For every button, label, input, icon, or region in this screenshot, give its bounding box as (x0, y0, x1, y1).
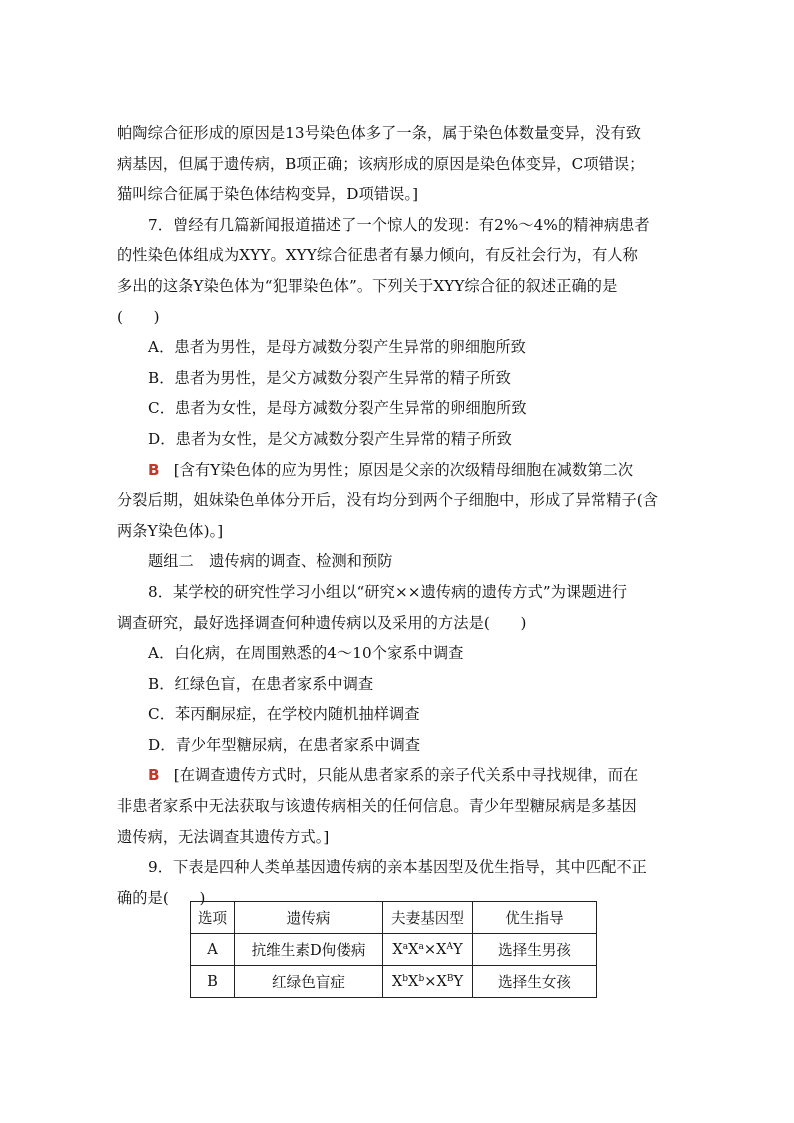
row-a-genotype: $X^aX^a\times X^AY$ (383, 934, 473, 966)
q7-explanation-line-1 (117, 455, 677, 486)
header-disease: 遗传病 (235, 902, 383, 934)
q9-stem-line-1: 9．下表是四种人类单基因遗传病的亲本基因型及优生指导，其中匹配不正 (148, 858, 647, 877)
q7-option-d: D．患者为女性，是父方减数分裂产生异常的精子所致 (148, 429, 512, 448)
q7-stem-line-1: 7．曾经有几篇新闻报道描述了一个惊人的发现：有2%～4%的精神病患者 (148, 215, 650, 234)
q7-explanation-text-1: [含有Y染色体的应为男性；原因是父亲的次级精母细胞在减数第二次 (173, 460, 634, 479)
row-b-option: B (191, 966, 235, 998)
header-option: 选项 (191, 902, 235, 934)
row-a-option: A (191, 934, 235, 966)
header-genotype: 夫妻基因型 (383, 902, 473, 934)
q8-answer: B (148, 766, 160, 785)
table-header-row (191, 902, 597, 934)
intro-line-2: 病基因，但属于遗传病，B项正确；该病形成的原因是染色体变异，C项错误； (117, 154, 645, 173)
row-b-disease: 红绿色盲症 (235, 966, 383, 998)
document-body (117, 118, 677, 913)
q7-stem-line-3: 多出的这条Y染色体为“犯罪染色体”。下列关于XYY综合征的叙述正确的是 (117, 276, 618, 295)
row-a-disease: 抗维生素D佝偻病 (235, 934, 383, 966)
q7-option-b: B．患者为男性，是父方减数分裂产生异常的精子所致 (148, 368, 511, 387)
q8-option-a: A．白化病，在周围熟悉的4～10个家系中调查 (148, 644, 464, 663)
q8-explanation-line-1 (117, 760, 677, 791)
table-row (191, 966, 597, 998)
q7-option-c: C．患者为女性，是母方减数分裂产生异常的卵细胞所致 (148, 399, 527, 418)
q7-stem-line-2: 的性染色体组成为XYY。XYY综合征患者有暴力倾向，有反社会行为，有人称 (117, 246, 638, 265)
q8-explanation-line-3: 遗传病，无法调查其遗传方式。] (117, 827, 330, 846)
q8-explanation-line-2: 非患者家系中无法获取与该遗传病相关的任何信息。青少年型糖尿病是多基因 (117, 797, 637, 816)
q7-explanation-line-3: 两条Y染色体)。] (117, 521, 224, 540)
q8-stem-line-1: 8．某学校的研究性学习小组以“研究××遗传病的遗传方式”为课题进行 (148, 582, 628, 601)
q8-stem-line-2: 调查研究，最好选择调查何种遗传病以及采用的方法是( ) (117, 613, 527, 632)
q8-explanation-text-1: [在调查遗传方式时，只能从患者家系的亲子代关系中寻找规律，而在 (173, 766, 639, 785)
row-b-genotype: $X^bX^b\times X^BY$ (383, 966, 473, 998)
q8-option-c: C．苯丙酮尿症，在学校内随机抽样调查 (148, 705, 420, 724)
q8-option-b: B．红绿色盲，在患者家系中调查 (148, 674, 374, 693)
q9-stem-line-2: 确的是( ) (117, 888, 206, 907)
q7-answer: B (148, 460, 160, 479)
q8-option-d: D．青少年型糖尿病，在患者家系中调查 (148, 735, 421, 754)
intro-line-1: 帕陶综合征形成的原因是13号染色体多了一条，属于染色体数量变异，没有致 (117, 124, 642, 142)
genotype-table (190, 901, 597, 998)
q7-stem-line-4: ( ) (117, 307, 160, 326)
section-title: 题组二 遗传病的调查、检测和预防 (148, 552, 393, 571)
intro-line-3: 猫叫综合征属于染色体结构变异，D项错误。] (117, 185, 419, 204)
q7-option-a: A．患者为男性，是母方减数分裂产生异常的卵细胞所致 (148, 338, 526, 357)
q7-explanation-line-2: 分裂后期，姐妹染色单体分开后，没有均分到两个子细胞中，形成了异常精子(含 (117, 491, 659, 510)
row-a-guidance: 选择生男孩 (473, 934, 597, 966)
row-b-guidance: 选择生女孩 (473, 966, 597, 998)
table-row (191, 934, 597, 966)
header-guidance: 优生指导 (473, 902, 597, 934)
